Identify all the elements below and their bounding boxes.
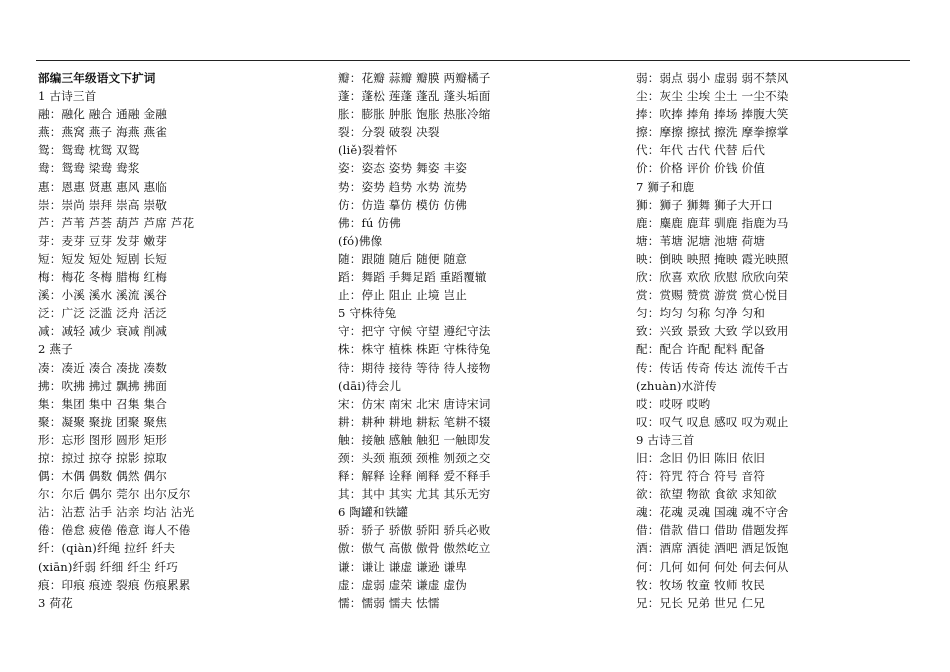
vocab-line: 欲：欲望 物欲 食欲 求知欲 — [636, 487, 777, 502]
vocab-line: 痕：印痕 痕迹 裂痕 伤痕累累 — [38, 577, 191, 592]
vocab-line: 弱：弱点 弱小 虚弱 弱不禁风 — [636, 71, 789, 85]
vocab-line: 倦：倦怠 疲倦 倦意 诲人不倦 — [38, 523, 191, 538]
vocab-line: 待：期待 接待 等待 待人接物 — [338, 360, 491, 375]
vocab-line: 叹：叹气 叹息 感叹 叹为观止 — [636, 414, 789, 429]
vocab-line: 5 守株待兔 — [338, 306, 397, 321]
vocab-line: 尔：尔后 偶尔 莞尔 出尔反尔 — [38, 487, 191, 502]
vocab-line: (fó)佛像 — [338, 233, 383, 248]
vocab-line: 宋：仿宋 南宋 北宋 唐诗宋词 — [338, 396, 491, 411]
vocab-line: 耕：耕种 耕地 耕耘 笔耕不辍 — [338, 414, 491, 429]
vocab-line: 2 燕子 — [38, 342, 73, 357]
vocab-line: 9 古诗三首 — [636, 432, 695, 447]
vocab-line: 蹈：舞蹈 手舞足蹈 重蹈覆辙 — [338, 270, 487, 285]
vocab-line: 骄：骄子 骄傲 骄阳 骄兵必败 — [338, 523, 491, 538]
vocab-line: 集：集团 集中 召集 集合 — [38, 396, 167, 411]
vocab-line: 价：价格 评价 价钱 价值 — [636, 161, 765, 176]
vocab-line: 融：融化 融合 通融 金融 — [38, 107, 167, 122]
vocab-line: 聚：凝聚 聚拢 团聚 聚焦 — [38, 414, 167, 429]
vocab-line: 6 陶罐和铁罐 — [338, 505, 409, 520]
vocab-line: 7 狮子和鹿 — [636, 179, 695, 194]
vocab-line: 捧：吹捧 捧角 捧场 捧腹大笑 — [636, 107, 789, 122]
document-title: 部编三年级语文下扩词 — [38, 71, 156, 85]
vocab-line: 懦：懦弱 懦夫 怯懦 — [338, 595, 440, 610]
vocab-line: 止：停止 阻止 止境 岂止 — [338, 288, 467, 303]
vocab-line: 胀：膨胀 肿胀 饱胀 热胀冷缩 — [338, 107, 491, 122]
vocab-line: 哎：哎呀 哎哟 — [636, 396, 711, 411]
vocab-line: 芽：麦芽 豆芽 发芽 嫩芽 — [38, 233, 167, 248]
vocab-line: 魂：花魂 灵魂 国魂 魂不守舍 — [636, 505, 789, 520]
vocab-line: 匀：均匀 匀称 匀净 匀和 — [636, 306, 765, 321]
vocab-line: 株：株守 植株 株距 守株待兔 — [338, 342, 491, 357]
vocab-line: 守：把守 守候 守望 遵纪守法 — [338, 324, 491, 339]
vocab-line: 蓬：蓬松 莲蓬 蓬乱 蓬头垢面 — [338, 89, 491, 104]
vocab-line: 何：几何 如何 何处 何去何从 — [636, 559, 789, 574]
vocab-line: 形：忘形 图形 圆形 矩形 — [38, 432, 167, 447]
column-middle — [338, 69, 490, 612]
vocab-line: 代：年代 古代 代替 后代 — [636, 143, 765, 158]
vocab-line: 佛：fú 仿佛 — [338, 215, 401, 230]
vocab-line: 狮：狮子 狮舞 狮子大开口 — [636, 197, 773, 212]
vocab-line: 谦：谦让 谦虚 谦逊 谦卑 — [338, 559, 467, 574]
vocab-line: 姿：姿态 姿势 舞姿 丰姿 — [338, 161, 467, 176]
vocab-line: 酒：酒席 酒徒 酒吧 酒足饭饱 — [636, 541, 789, 556]
vocab-line: 塘：苇塘 泥塘 池塘 荷塘 — [636, 233, 765, 248]
vocab-line: 1 古诗三首 — [38, 89, 97, 104]
vocab-line: 3 荷花 — [38, 595, 73, 610]
vocab-line: 纤：(qiàn)纤绳 拉纤 纤夫 — [38, 541, 176, 556]
vocab-line: 释：解释 诠释 阐释 爱不释手 — [338, 469, 491, 484]
vocab-line: 传：传话 传奇 传达 流传千古 — [636, 360, 789, 375]
vocab-line: 泛：广泛 泛滥 泛舟 活泛 — [38, 306, 167, 321]
vocab-line: 配：配合 许配 配料 配备 — [636, 342, 765, 357]
vocab-line: 傲：傲气 高傲 傲骨 傲然屹立 — [338, 541, 491, 556]
vocab-line: 赏：赏赐 赞赏 游赏 赏心悦目 — [636, 288, 789, 303]
vocab-line: 虚：虚弱 虚荣 谦虚 虚伪 — [338, 577, 467, 592]
vocab-line: 鸳：鸳鸯 枕鸳 双鸳 — [38, 143, 140, 158]
vocab-line: 符：符咒 符合 符号 音符 — [636, 469, 765, 484]
vocab-line: 裂：分裂 破裂 决裂 — [338, 125, 440, 140]
vocab-line: 沾：沾惹 沾手 沾亲 均沾 沾光 — [38, 505, 195, 520]
vocab-line: 其：其中 其实 尤其 其乐无穷 — [338, 487, 491, 502]
vocab-line: 瓣：花瓣 蒜瓣 瓣膜 两瓣橘子 — [338, 71, 491, 85]
vocab-line: 随：跟随 随后 随便 随意 — [338, 251, 467, 266]
vocab-line: 触：接触 感触 触犯 一触即发 — [338, 432, 491, 447]
vocab-line: 势：姿势 趋势 水势 流势 — [338, 179, 467, 194]
vocab-line: 崇：崇尚 崇拜 崇高 崇敬 — [38, 197, 167, 212]
vocab-line: 惠：恩惠 贤惠 惠风 惠临 — [38, 179, 167, 194]
vocab-line: 鸯：鸳鸯 梁鸯 鸯浆 — [38, 161, 140, 176]
vocab-line: (zhuàn)水浒传 — [636, 378, 717, 393]
vocab-line: 欣：欣喜 欢欣 欣慰 欣欣向荣 — [636, 270, 789, 285]
vocab-line: (liě)裂着怀 — [338, 143, 398, 158]
vocab-line: 拂：吹拂 拂过 飘拂 拂面 — [38, 378, 167, 393]
vocab-line: 短：短发 短处 短剧 长短 — [38, 251, 167, 266]
column-right — [636, 69, 788, 612]
vocab-line: 鹿：麋鹿 鹿茸 驯鹿 指鹿为马 — [636, 215, 789, 230]
vocab-line: 尘：灰尘 尘埃 尘土 一尘不染 — [636, 89, 789, 104]
vocab-line: (xiān)纤弱 纤细 纤尘 纤巧 — [38, 559, 179, 574]
vocab-line: 减：减轻 减少 衰减 削减 — [38, 324, 167, 339]
vocab-line: 芦：芦苇 芦荟 葫芦 芦席 芦花 — [38, 215, 195, 230]
vocab-line: 擦：摩擦 擦拭 擦洗 摩拳擦掌 — [636, 125, 789, 140]
vocab-line: 梅：梅花 冬梅 腊梅 红梅 — [38, 270, 167, 285]
header-rule — [36, 60, 910, 61]
vocab-line: 仿：仿造 摹仿 模仿 仿佛 — [338, 197, 467, 212]
vocab-line: 燕：燕窝 燕子 海燕 燕雀 — [38, 125, 167, 140]
vocab-line: 致：兴致 景致 大致 学以致用 — [636, 324, 789, 339]
vocab-line: 旧：念旧 仍旧 陈旧 依旧 — [636, 450, 765, 465]
vocab-line: 牧：牧场 牧童 牧师 牧民 — [636, 577, 765, 592]
vocab-line: 借：借款 借口 借助 借题发挥 — [636, 523, 789, 538]
vocab-line: 偶：木偶 偶数 偶然 偶尔 — [38, 469, 167, 484]
vocab-line: 兄：兄长 兄弟 世兄 仁兄 — [636, 595, 765, 610]
vocab-line: 凑：凑近 凑合 凑拢 凑数 — [38, 360, 167, 375]
column-left — [38, 69, 194, 612]
vocab-line: 掠：掠过 掠夺 掠影 掠取 — [38, 450, 167, 465]
vocab-line: 颈：头颈 瓶颈 颈椎 刎颈之交 — [338, 450, 491, 465]
vocab-line: 溪：小溪 溪水 溪流 溪谷 — [38, 288, 167, 303]
vocab-line: 映：倒映 映照 掩映 霞光映照 — [636, 251, 789, 266]
vocab-line: (dāi)待会儿 — [338, 378, 402, 393]
